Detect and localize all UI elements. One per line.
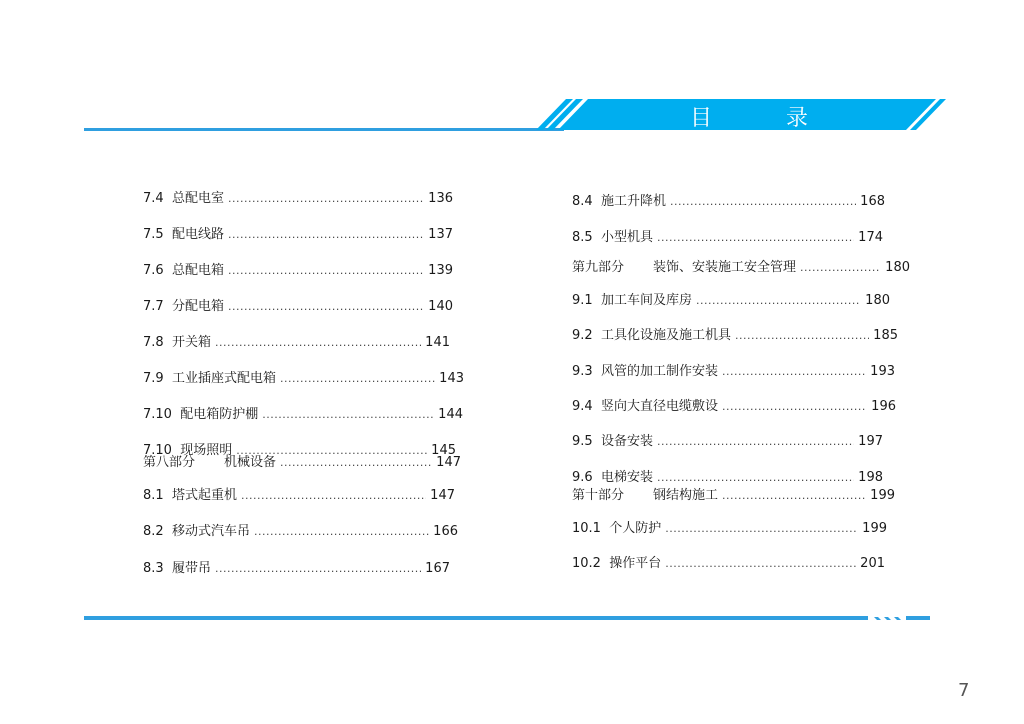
toc-leader <box>228 298 424 316</box>
toc-entry[interactable] <box>143 523 458 541</box>
toc-page: 137 <box>428 227 453 242</box>
toc-number: 7.9 <box>143 371 164 386</box>
toc-page: 196 <box>871 399 896 414</box>
toc-title: 机械设备 <box>223 455 276 470</box>
toc-leader <box>722 398 867 416</box>
toc-page: 199 <box>862 521 887 536</box>
toc-entry[interactable] <box>143 370 464 388</box>
toc-title: 小型机具 <box>600 230 653 245</box>
toc-page: 168 <box>860 194 885 209</box>
toc-title: 设备安装 <box>600 434 653 449</box>
toc-page: 197 <box>858 434 883 449</box>
toc-entry[interactable] <box>143 226 453 244</box>
toc-entry[interactable] <box>143 298 453 316</box>
header-rule-left <box>84 128 564 131</box>
toc-page: 180 <box>885 260 910 275</box>
toc-title: 分配电箱 <box>171 299 224 314</box>
toc-title: 加工车间及库房 <box>600 293 692 308</box>
toc-entry[interactable] <box>572 363 895 381</box>
toc-title: 总配电箱 <box>171 263 224 278</box>
toc-number: 7.4 <box>143 191 164 206</box>
toc-entry[interactable] <box>143 487 455 505</box>
toc-leader <box>722 487 866 505</box>
toc-entry[interactable] <box>572 520 887 538</box>
toc-leader <box>215 334 421 352</box>
toc-number: 10.2 <box>572 556 601 571</box>
toc-page: 185 <box>873 328 898 343</box>
toc-page: 147 <box>436 455 461 470</box>
toc-number: 8.5 <box>572 230 593 245</box>
toc-number: 10.1 <box>572 521 601 536</box>
toc-page: 144 <box>438 407 463 422</box>
toc-number: 7.10 <box>143 443 172 458</box>
toc-number: 8.2 <box>143 524 164 539</box>
toc-number: 8.3 <box>143 561 164 576</box>
toc-number: 8.1 <box>143 488 164 503</box>
toc-section-heading[interactable] <box>572 259 910 277</box>
toc-leader <box>722 363 866 381</box>
toc-title: 工具化设施及施工机具 <box>600 328 731 343</box>
toc-title: 钢结构施工 <box>652 488 718 503</box>
footer-line <box>84 616 868 620</box>
header-banner <box>0 0 1024 160</box>
toc-number: 9.2 <box>572 328 593 343</box>
toc-leader <box>228 190 424 208</box>
toc-title: 总配电室 <box>171 191 224 206</box>
toc-page: 139 <box>428 263 453 278</box>
toc-title: 施工升降机 <box>600 194 666 209</box>
footer-end-bar <box>906 616 930 620</box>
toc-leader <box>241 487 426 505</box>
toc-entry[interactable] <box>143 560 450 578</box>
toc-entry[interactable] <box>143 190 453 208</box>
toc-leader <box>670 193 856 211</box>
toc-title: 开关箱 <box>171 335 211 350</box>
toc-leader <box>228 226 424 244</box>
toc-number: 9.3 <box>572 364 593 379</box>
toc-entry[interactable] <box>572 555 885 573</box>
toc-number: 9.4 <box>572 399 593 414</box>
page-number: 7 <box>958 680 970 701</box>
page-title: 目 录 <box>690 106 835 131</box>
toc-page: 147 <box>430 488 455 503</box>
footer-rule <box>0 600 1024 640</box>
toc-number: 第十部分 <box>572 488 625 503</box>
toc-number: 7.5 <box>143 227 164 242</box>
toc-page: 180 <box>865 293 890 308</box>
toc-leader <box>665 520 858 538</box>
toc-number: 8.4 <box>572 194 593 209</box>
toc-title: 工业插座式配电箱 <box>171 371 276 386</box>
toc-page: 140 <box>428 299 453 314</box>
toc-page: 193 <box>870 364 895 379</box>
footer-dash-3 <box>894 617 901 620</box>
toc-leader <box>657 469 854 487</box>
toc-leader <box>280 370 435 388</box>
toc-number: 9.6 <box>572 470 593 485</box>
toc-title: 塔式起重机 <box>171 488 237 503</box>
toc-title: 装饰、安装施工安全管理 <box>652 260 796 275</box>
toc-number: 第八部分 <box>143 455 196 470</box>
toc-entry[interactable] <box>572 229 883 247</box>
toc-number: 7.10 <box>143 407 172 422</box>
toc-title: 移动式汽车吊 <box>171 524 250 539</box>
toc-page: 143 <box>439 371 464 386</box>
toc-number: 9.5 <box>572 434 593 449</box>
toc-page: 141 <box>425 335 450 350</box>
toc-page: 174 <box>858 230 883 245</box>
toc-leader <box>280 454 432 472</box>
toc-leader <box>262 406 434 424</box>
toc-entry[interactable] <box>143 334 450 352</box>
toc-number: 7.6 <box>143 263 164 278</box>
toc-entry[interactable] <box>143 262 453 280</box>
toc-page: 198 <box>858 470 883 485</box>
toc-entry[interactable] <box>572 193 885 211</box>
toc-title: 风管的加工制作安装 <box>600 364 718 379</box>
toc-page: 145 <box>431 443 456 458</box>
toc-title: 电梯安装 <box>600 470 653 485</box>
toc-section-heading[interactable] <box>143 454 461 472</box>
toc-leader <box>254 523 429 541</box>
toc-leader <box>665 555 856 573</box>
footer-dash-2 <box>884 617 891 620</box>
toc-page: 199 <box>870 488 895 503</box>
toc-entry[interactable] <box>572 469 883 487</box>
toc-number: 7.7 <box>143 299 164 314</box>
toc-leader <box>215 560 421 578</box>
toc-leader <box>696 292 861 310</box>
toc-page: 166 <box>433 524 458 539</box>
toc-title: 竖向大直径电缆敷设 <box>600 399 718 414</box>
toc-leader <box>735 327 869 345</box>
toc-title: 履带吊 <box>171 561 211 576</box>
toc-number: 7.8 <box>143 335 164 350</box>
toc-number: 9.1 <box>572 293 593 308</box>
toc-entry[interactable] <box>143 406 463 424</box>
toc-title: 个人防护 <box>609 521 662 536</box>
toc-entry[interactable] <box>572 292 890 310</box>
toc-leader <box>657 229 854 247</box>
toc-entry[interactable] <box>572 433 883 451</box>
toc-title: 操作平台 <box>609 556 662 571</box>
toc-title: 现场照明 <box>180 443 233 458</box>
toc-number: 第九部分 <box>572 260 625 275</box>
toc-title: 配电箱防护棚 <box>180 407 259 422</box>
toc-leader <box>800 259 881 277</box>
toc-leader <box>228 262 424 280</box>
toc-page: 201 <box>860 556 885 571</box>
toc-page: 167 <box>425 561 450 576</box>
toc-title: 配电线路 <box>171 227 224 242</box>
toc-page: 136 <box>428 191 453 206</box>
toc-entry[interactable] <box>572 327 898 345</box>
toc-entry[interactable] <box>572 398 896 416</box>
toc-leader <box>657 433 854 451</box>
toc-section-heading[interactable] <box>572 487 895 505</box>
footer-dash-1 <box>874 617 881 620</box>
